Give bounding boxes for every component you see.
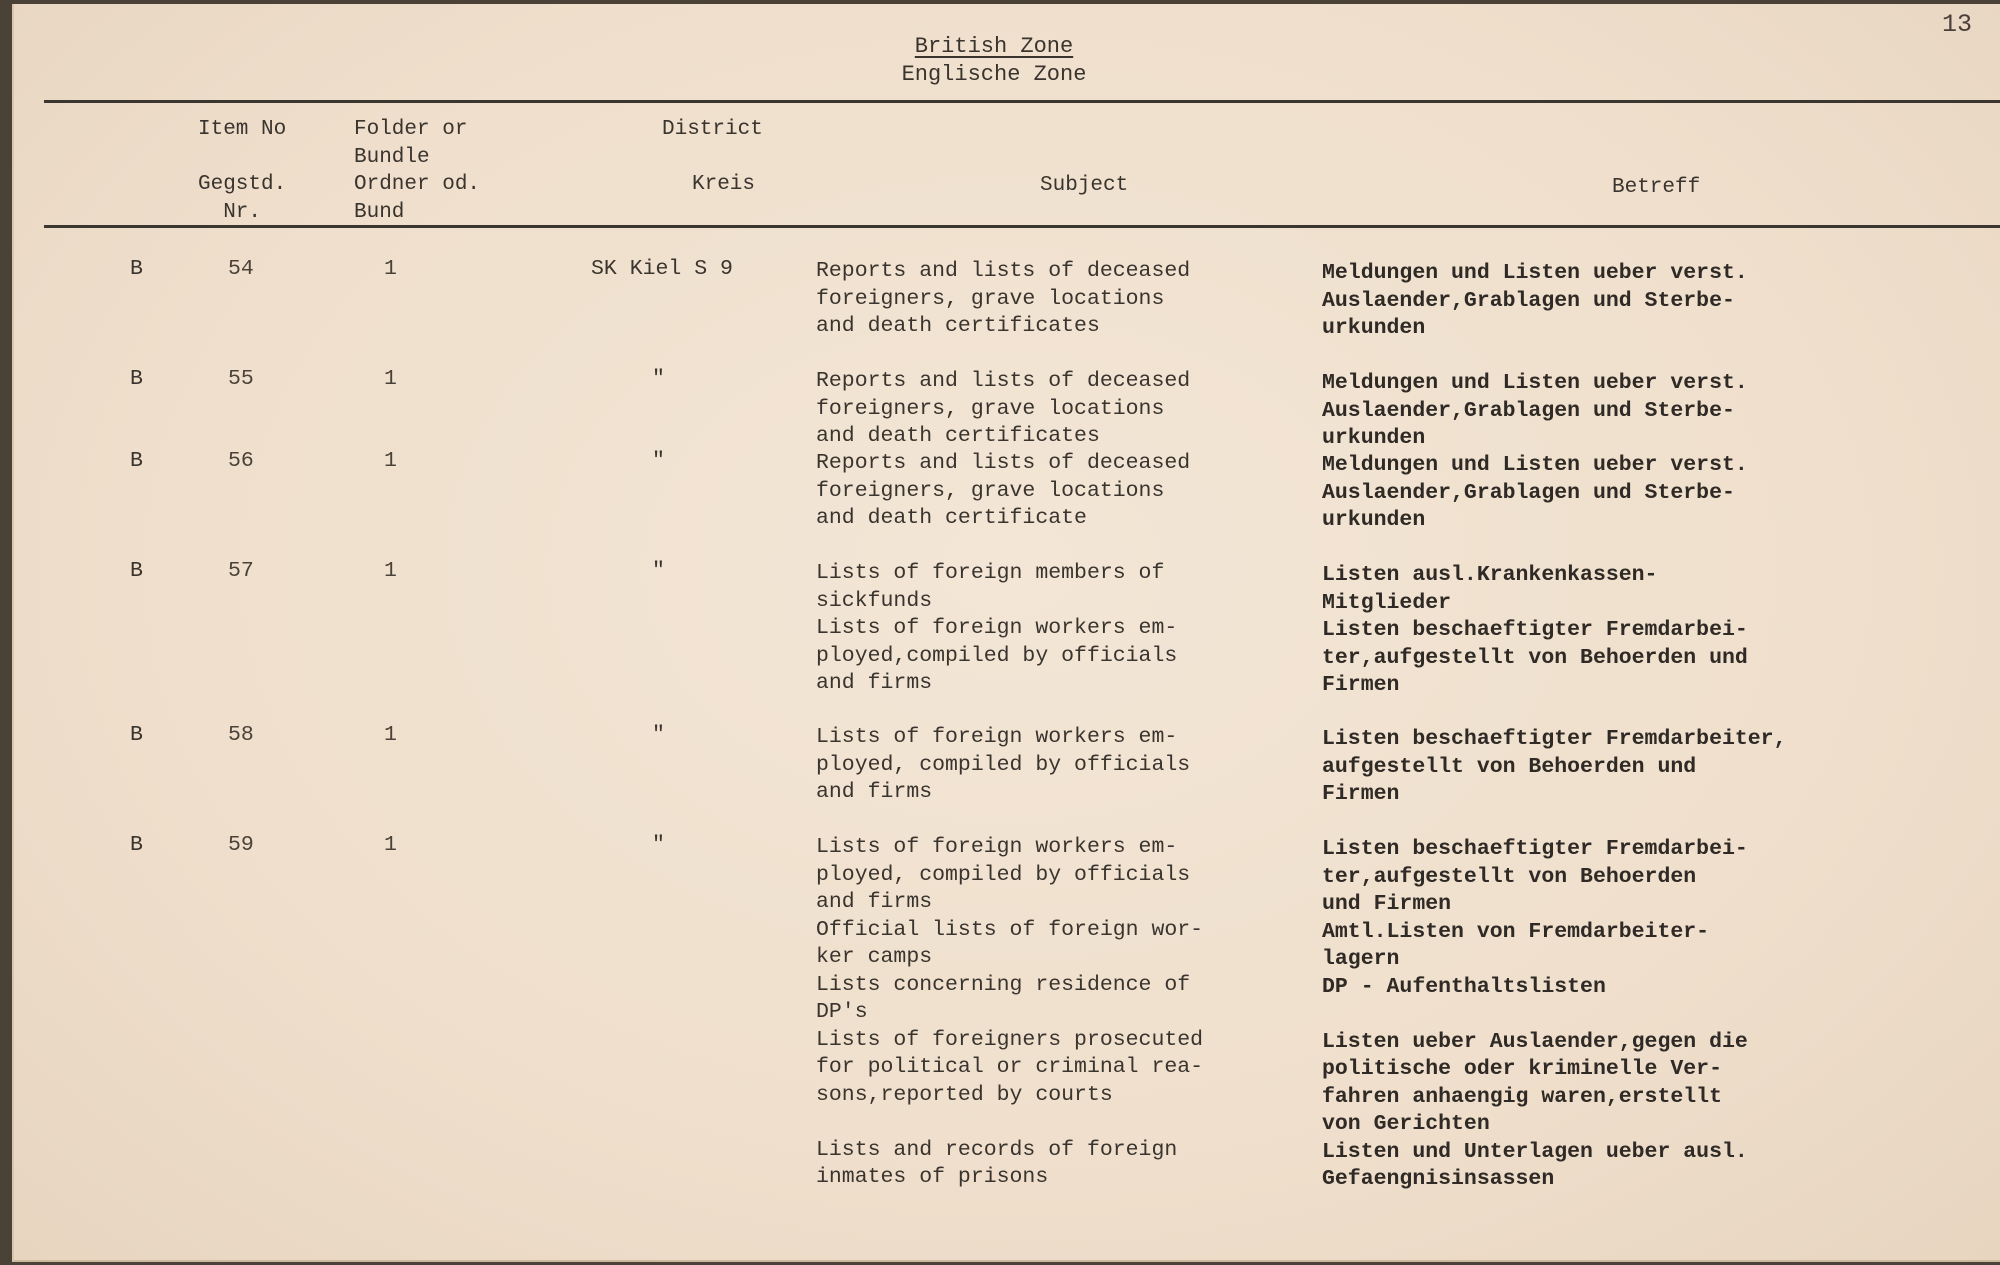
row-subject: Lists of foreign members of sickfunds Lists of foreign workers em- ployed,compiled by officials and firms — [816, 561, 1178, 695]
row-subject: Reports and lists of deceased foreigners, grave locations and death certificates — [816, 259, 1191, 338]
row-subject: Reports and lists of deceased foreigners, grave locations and death certificate — [816, 451, 1191, 530]
row-subject: Lists of foreign workers em- ployed, compiled by officials and firms — [816, 725, 1191, 804]
header-top-rule — [44, 100, 2000, 103]
row-folder: 1 — [384, 367, 397, 391]
row-district: SK Kiel S 9 — [591, 257, 733, 281]
row-item-number: 59 — [228, 833, 254, 857]
row-folder: 1 — [384, 723, 397, 747]
header-folder: Folder or Bundle Ordner od. Bund — [354, 118, 481, 224]
row-betreff: Listen beschaeftigter Fremdarbei- ter,aufgestellt von Behoerden und Firmen Amtl.Listen von Fremdarbeiter- lagern DP - Aufenthaltslisten Listen ueber Auslaender,gegen die politische oder kriminelle Ver- fahren anhaengig waren,erstellt von Gerichten Listen und Unterlagen ueber ausl. Gefaengnisinsassen — [1322, 837, 1748, 1191]
row-district-ditto: " — [652, 723, 665, 747]
row-prefix: B — [130, 257, 143, 281]
row-subject: Reports and lists of deceased foreigners, grave locations and death certificates — [816, 369, 1191, 448]
row-betreff: Listen ausl.Krankenkassen- Mitglieder Listen beschaeftigter Fremdarbei- ter,aufgestellt von Behoerden und Firmen — [1322, 563, 1748, 697]
row-item-number: 55 — [228, 367, 254, 391]
row-folder: 1 — [384, 449, 397, 473]
row-betreff: Meldungen und Listen ueber verst. Auslaender,Grablagen und Sterbe- urkunden — [1322, 453, 1748, 532]
row-item-number: 57 — [228, 559, 254, 583]
header-kreis: Kreis — [692, 173, 756, 196]
row-folder: 1 — [384, 257, 397, 281]
title-german: Englische Zone — [901, 62, 1087, 87]
row-prefix: B — [130, 449, 143, 473]
row-prefix: B — [130, 833, 143, 857]
row-district-ditto: " — [652, 559, 665, 583]
header-district: District — [662, 118, 763, 141]
page-number: 13 — [1942, 10, 1973, 39]
row-item-number: 56 — [228, 449, 254, 473]
row-item-number: 54 — [228, 257, 254, 281]
row-subject: Lists of foreign workers em- ployed, compiled by officials and firms Official lists of foreign wor- ker camps Lists concerning residence of DP's Lists of foreigners prosecuted for political or criminal rea- sons,reported by courts Lists and records of foreign inmates of prisons — [816, 835, 1204, 1189]
row-district-ditto: " — [652, 367, 665, 391]
row-prefix: B — [130, 367, 143, 391]
row-folder: 1 — [384, 833, 397, 857]
header-betreff: Betreff — [1612, 176, 1701, 199]
header-subject: Subject — [1040, 174, 1129, 197]
header-bottom-rule — [44, 225, 2000, 228]
row-betreff: Meldungen und Listen ueber verst. Auslaender,Grablagen und Sterbe- urkunden — [1322, 371, 1748, 450]
title-english: British Zone — [914, 34, 1074, 59]
row-prefix: B — [130, 559, 143, 583]
row-district-ditto: " — [652, 449, 665, 473]
row-betreff: Listen beschaeftigter Fremdarbeiter, aufgestellt von Behoerden und Firmen — [1322, 727, 1787, 806]
document-page — [12, 4, 2000, 1262]
row-district-ditto: " — [652, 833, 665, 857]
row-folder: 1 — [384, 559, 397, 583]
row-betreff: Meldungen und Listen ueber verst. Auslaender,Grablagen und Sterbe- urkunden — [1322, 261, 1748, 340]
row-prefix: B — [130, 723, 143, 747]
header-item-no: Item No Gegstd. Nr. — [198, 118, 287, 224]
row-item-number: 58 — [228, 723, 254, 747]
